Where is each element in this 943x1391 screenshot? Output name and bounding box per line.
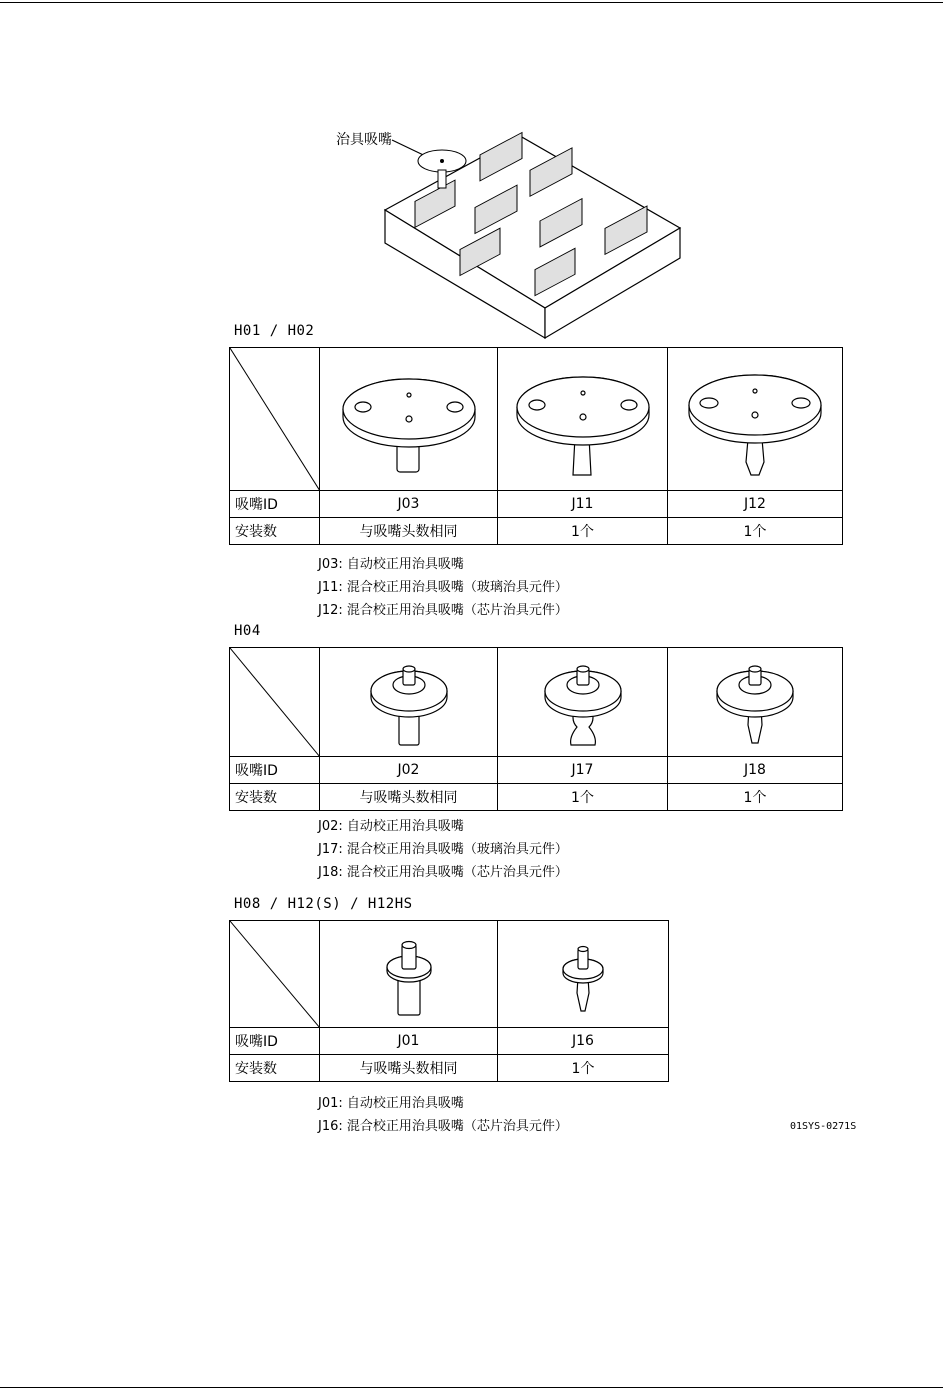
row-label-install-count: 安装数 xyxy=(230,784,320,811)
nozzle-j01-image xyxy=(320,921,498,1028)
note-j18: J18: 混合校正用治具吸嘴（芯片治具元件） xyxy=(318,865,568,880)
nozzle-j18-image xyxy=(668,648,843,757)
row-label-install-count: 安装数 xyxy=(230,1055,320,1082)
install-count-j01: 与吸嘴头数相同 xyxy=(320,1055,498,1082)
bottom-rule xyxy=(0,1387,943,1388)
row-label-nozzle-id: 吸嘴ID xyxy=(230,1028,320,1055)
section-heading-h08-h12: H08 / H12(S) / H12HS xyxy=(234,896,413,912)
row-label-nozzle-id: 吸嘴ID xyxy=(230,757,320,784)
install-count-j02: 与吸嘴头数相同 xyxy=(320,784,498,811)
note-j11: J11: 混合校正用治具吸嘴（玻璃治具元件） xyxy=(318,580,568,595)
nozzle-j02-image xyxy=(320,648,498,757)
note-j12: J12: 混合校正用治具吸嘴（芯片治具元件） xyxy=(318,603,568,618)
install-count-j16: 1个 xyxy=(498,1055,669,1082)
install-count-j12: 1个 xyxy=(668,518,843,545)
table-corner-cell xyxy=(230,648,320,757)
nozzle-j11-image xyxy=(498,348,668,491)
nozzle-j16-image xyxy=(498,921,669,1028)
nozzle-id-j03: J03 xyxy=(320,491,498,518)
nozzle-id-j11: J11 xyxy=(498,491,668,518)
nozzle-table-h08-h12 xyxy=(229,920,669,1082)
nozzle-id-j12: J12 xyxy=(668,491,843,518)
table-corner-cell xyxy=(230,348,320,491)
notes-h08-h12 xyxy=(318,1092,568,1138)
row-label-nozzle-id: 吸嘴ID xyxy=(230,491,320,518)
notes-h01-h02 xyxy=(318,553,568,622)
section-heading-h04: H04 xyxy=(234,623,261,639)
fixture-tray-illustration xyxy=(380,128,700,343)
nozzle-table-h01-h02 xyxy=(229,347,843,545)
nozzle-table-h04 xyxy=(229,647,843,811)
section-heading-h01-h02: H01 / H02 xyxy=(234,323,315,339)
nozzle-id-j16: J16 xyxy=(498,1028,669,1055)
note-j02: J02: 自动校正用治具吸嘴 xyxy=(318,819,464,834)
nozzle-j12-image xyxy=(668,348,843,491)
row-label-install-count: 安装数 xyxy=(230,518,320,545)
nozzle-id-j02: J02 xyxy=(320,757,498,784)
nozzle-id-j18: J18 xyxy=(668,757,843,784)
note-j03: J03: 自动校正用治具吸嘴 xyxy=(318,557,464,572)
nozzle-id-j17: J17 xyxy=(498,757,668,784)
fixture-nozzle-callout: 治具吸嘴 xyxy=(336,132,392,148)
install-count-j18: 1个 xyxy=(668,784,843,811)
nozzle-id-j01: J01 xyxy=(320,1028,498,1055)
nozzle-j17-image xyxy=(498,648,668,757)
install-count-j03: 与吸嘴头数相同 xyxy=(320,518,498,545)
note-j17: J17: 混合校正用治具吸嘴（玻璃治具元件） xyxy=(318,842,568,857)
figure-code: 01SYS-0271S xyxy=(790,1121,857,1132)
install-count-j17: 1个 xyxy=(498,784,668,811)
note-j16: J16: 混合校正用治具吸嘴（芯片治具元件） xyxy=(318,1119,568,1134)
table-corner-cell xyxy=(230,921,320,1028)
install-count-j11: 1个 xyxy=(498,518,668,545)
note-j01: J01: 自动校正用治具吸嘴 xyxy=(318,1096,464,1111)
nozzle-j03-image xyxy=(320,348,498,491)
notes-h04 xyxy=(318,815,568,884)
top-rule xyxy=(0,2,943,3)
